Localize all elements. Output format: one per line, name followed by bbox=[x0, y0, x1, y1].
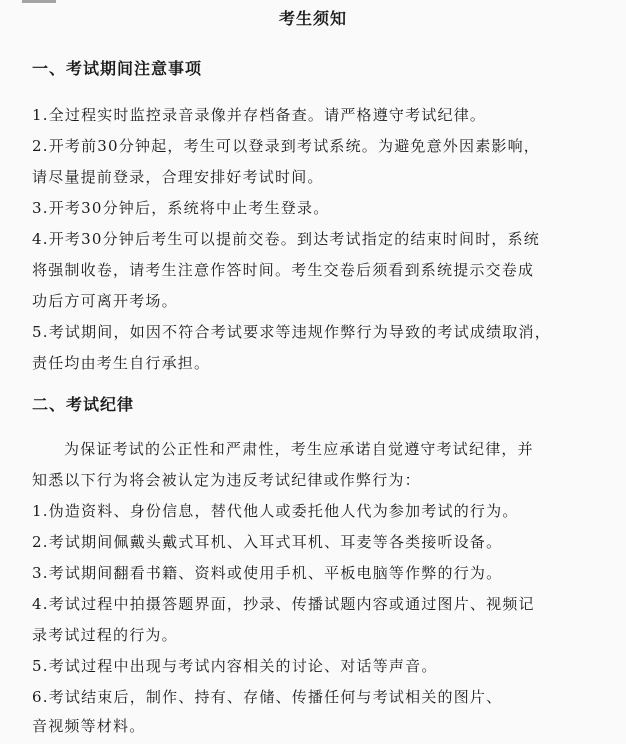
precaution-line: 3.开考30分钟后，系统将中止考生登录。 bbox=[32, 199, 330, 217]
scan-edge-mark bbox=[22, 0, 56, 3]
section-heading-discipline: 二、考试纪律 bbox=[32, 395, 135, 414]
discipline-line: 录考试过程的行为。 bbox=[32, 626, 178, 644]
discipline-intro-line: 知悉以下行为将会被认定为违反考试纪律或作弊行为： bbox=[32, 471, 421, 489]
section-heading-precautions: 一、考试期间注意事项 bbox=[32, 59, 203, 78]
discipline-line: 6.考试结束后，制作、持有、存储、传播任何与考试相关的图片、 bbox=[32, 688, 503, 706]
page-title: 考生须知 bbox=[278, 9, 347, 28]
discipline-line: 5.考试过程中出现与考试内容相关的讨论、对话等声音。 bbox=[32, 657, 438, 675]
precaution-line: 将强制收卷，请考生注意作答时间。考生交卷后须看到系统提示交卷成 bbox=[32, 261, 535, 279]
precaution-line: 请尽量提前登录，合理安排好考试时间。 bbox=[32, 168, 324, 186]
precaution-line: 责任均由考生自行承担。 bbox=[32, 354, 211, 372]
precaution-line: 5.考试期间，如因不符合考试要求等违规作弊行为导致的考试成绩取消， bbox=[32, 323, 551, 341]
discipline-intro-line: 为保证考试的公正性和严肃性，考生应承诺自觉遵守考试纪律，并 bbox=[64, 440, 534, 458]
discipline-line: 4.考试过程中拍摄答题界面，抄录、传播试题内容或通过图片、视频记 bbox=[32, 595, 535, 613]
discipline-line: 2.考试期间佩戴头戴式耳机、入耳式耳机、耳麦等各类接听设备。 bbox=[32, 533, 503, 551]
precaution-line: 1.全过程实时监控录音录像并存档备查。请严格遵守考试纪律。 bbox=[32, 106, 487, 124]
discipline-line: 1.伪造资料、身份信息，替代他人或委托他人代为参加考试的行为。 bbox=[32, 502, 519, 520]
precaution-line: 4.开考30分钟后考生可以提前交卷。到达考试指定的结束时间时，系统 bbox=[32, 230, 541, 248]
precaution-line: 2.开考前30分钟起，考生可以登录到考试系统。为避免意外因素影响， bbox=[32, 137, 541, 155]
discipline-line: 3.考试期间翻看书籍、资料或使用手机、平板电脑等作弊的行为。 bbox=[32, 564, 503, 582]
discipline-line: 音视频等材料。 bbox=[32, 717, 146, 735]
precaution-line: 功后方可离开考场。 bbox=[32, 292, 178, 310]
